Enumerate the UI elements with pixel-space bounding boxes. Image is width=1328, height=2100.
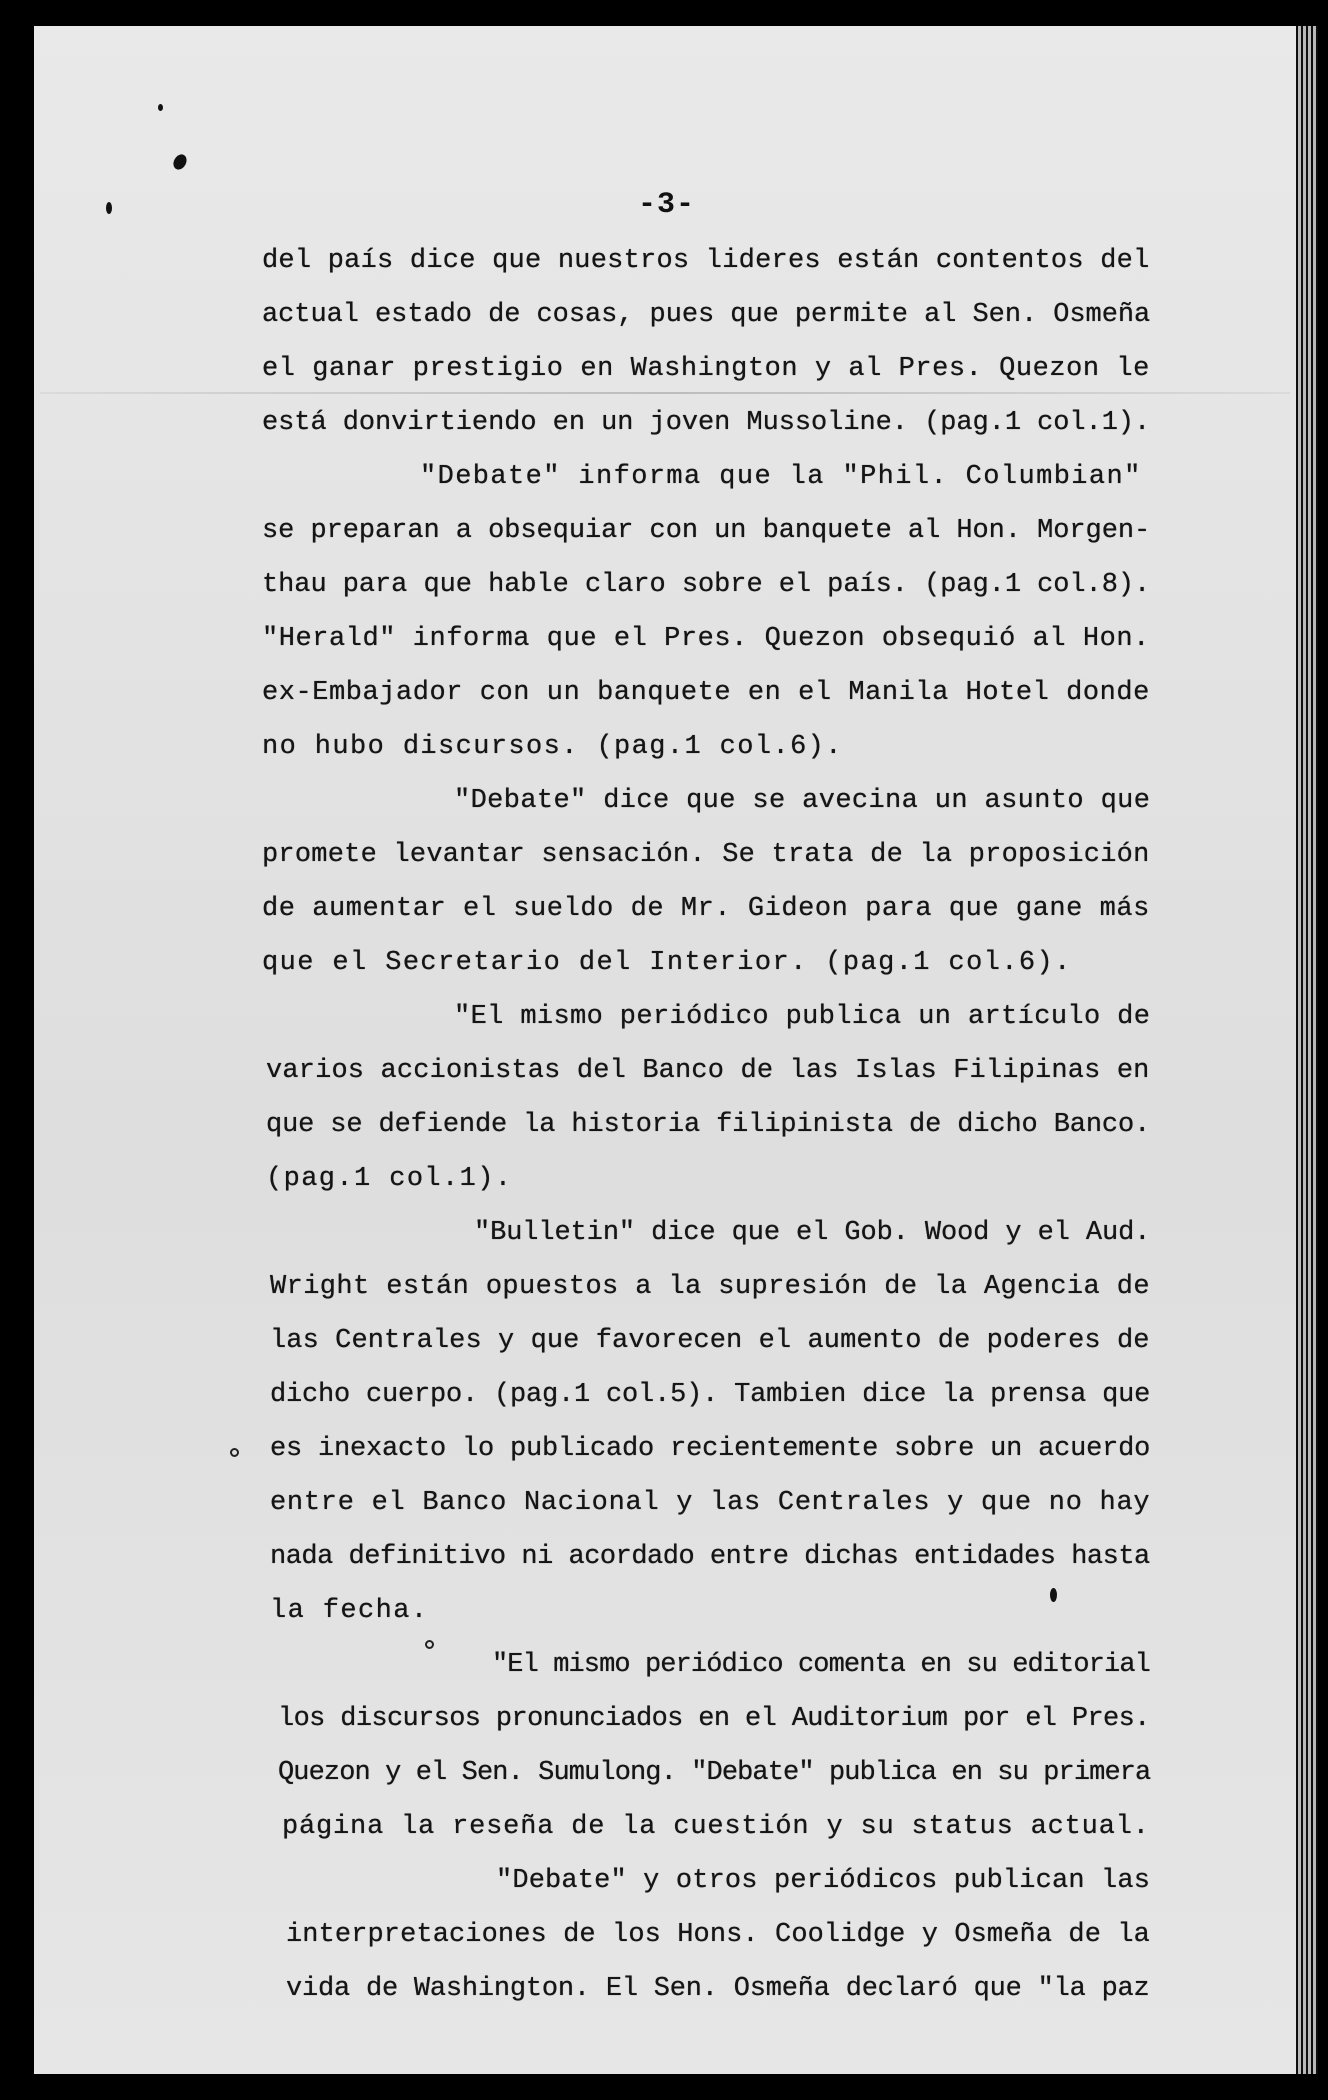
text-line: "El mismo periódico comenta en su editorial [492,1650,1150,1680]
fold-line [40,392,1290,394]
text-line: dicho cuerpo. (pag.1 col.5). Tambien dice la prensa que [270,1380,1151,1410]
text-line: de aumentar el sueldo de Mr. Gideon para que gane más [262,894,1150,924]
text-line: promete levantar sensación. Se trata de la proposición [262,840,1150,870]
text-line: el ganar prestigio en Washington y al Pres. Quezon le [262,354,1150,384]
text-line: vida de Washington. El Sen. Osmeña declaró que "la paz [286,1974,1150,2004]
text-line: Wright están opuestos a la supresión de la Agencia de [270,1272,1150,1302]
text-line: varios accionistas del Banco de las Islas Filipinas en [266,1056,1150,1086]
text-line: "Debate" y otros periódicos publican las [496,1866,1151,1896]
text-line: del país dice que nuestros lideres están contentos del [262,246,1150,276]
text-line: Quezon y el Sen. Sumulong. "Debate" publica en su primera [278,1758,1151,1788]
text-line: se preparan a obsequiar con un banquete al Hon. Morgen- [262,516,1151,546]
text-line: la fecha. [270,1596,429,1626]
text-line: los discursos pronunciados en el Auditorium por el Pres. [278,1704,1150,1734]
ink-speck [158,104,163,111]
text-line: las Centrales y que favorecen el aumento de poderes de [270,1326,1150,1356]
text-line: es inexacto lo publicado recientemente sobre un acuerdo [270,1434,1151,1464]
text-line: página la reseña de la cuestión y su status actual. [282,1812,1150,1842]
ink-speck [1050,1588,1057,1602]
text-line: thau para que hable claro sobre el país. (pag.1 col.8). [262,570,1151,600]
text-line: "Herald" informa que el Pres. Quezon obsequió al Hon. [262,624,1150,654]
text-line: "El mismo periódico publica un artículo de [454,1002,1151,1032]
text-line: entre el Banco Nacional y las Centrales y que no hay [270,1488,1151,1518]
text-line: "Debate" informa que la "Phil. Columbian" [420,462,1142,492]
page-edge [1296,26,1318,2074]
text-line: está donvirtiendo en un joven Mussoline. (pag.1 col.1). [262,408,1151,438]
text-line: "Bulletin" dice que el Gob. Wood y el Aud. [474,1218,1151,1248]
text-line: que se defiende la historia filipinista de dicho Banco. [266,1110,1151,1140]
ink-speck [230,1448,239,1457]
text-line: que el Secretario del Interior. (pag.1 col.6). [262,948,1072,978]
ink-speck [106,202,112,214]
text-line: no hubo discursos. (pag.1 col.6). [262,732,843,762]
text-line: interpretaciones de los Hons. Coolidge y Osmeña de la [286,1920,1150,1950]
text-line: nada definitivo ni acordado entre dichas entidades hasta [270,1542,1150,1572]
page-number: -3- [638,188,696,222]
text-line: "Debate" dice que se avecina un asunto que [454,786,1151,816]
ink-speck [425,1640,434,1649]
text-line: (pag.1 col.1). [266,1164,513,1194]
text-line: ex-Embajador con un banquete en el Manila Hotel donde [262,678,1150,708]
text-line: actual estado de cosas, pues que permite al Sen. Osmeña [262,300,1151,330]
